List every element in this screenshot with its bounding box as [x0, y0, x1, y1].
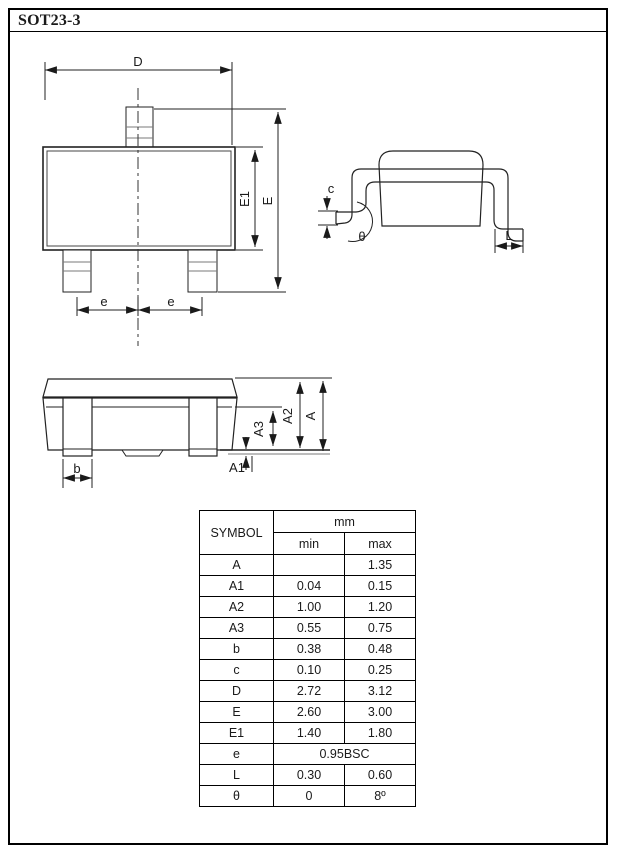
- label-E: E: [260, 196, 275, 206]
- cell-max: 3.00: [345, 702, 416, 723]
- cell-symbol: e: [200, 744, 274, 765]
- cell-min: 0.04: [274, 576, 345, 597]
- cell-symbol: c: [200, 660, 274, 681]
- cell-symbol: D: [200, 681, 274, 702]
- cell-symbol: L: [200, 765, 274, 786]
- cell-min: 1.00: [274, 597, 345, 618]
- cell-min: 0.55: [274, 618, 345, 639]
- table-header-symbol: SYMBOL: [200, 511, 274, 555]
- table-row: [200, 702, 416, 723]
- page-title: SOT23-3: [18, 12, 81, 29]
- label-A2: A2: [280, 408, 295, 424]
- cell-max: 1.20: [345, 597, 416, 618]
- cell-min: 0.38: [274, 639, 345, 660]
- label-b: b: [73, 461, 81, 476]
- cell-span-value: 0.95BSC: [274, 744, 416, 765]
- cell-symbol: θ: [200, 786, 274, 807]
- cell-min: 0.10: [274, 660, 345, 681]
- cell-max: 3.12: [345, 681, 416, 702]
- table-row: [200, 765, 416, 786]
- label-A: A: [303, 411, 318, 421]
- table-header-unit: mm: [274, 511, 416, 533]
- cell-symbol: A: [200, 555, 274, 576]
- cell-max: 0.48: [345, 639, 416, 660]
- table-row: [200, 597, 416, 618]
- label-A1: A1: [229, 460, 245, 475]
- cell-min: 1.40: [274, 723, 345, 744]
- table-row: [200, 744, 416, 765]
- cell-symbol: A3: [200, 618, 274, 639]
- cell-max: 0.60: [345, 765, 416, 786]
- front-lid: [43, 379, 237, 397]
- table-row: [200, 555, 416, 576]
- table-row: [200, 723, 416, 744]
- cell-symbol: A1: [200, 576, 274, 597]
- side-view: [318, 151, 523, 253]
- cell-max: 1.80: [345, 723, 416, 744]
- table-row: [200, 639, 416, 660]
- cell-min: 2.60: [274, 702, 345, 723]
- cell-symbol: E1: [200, 723, 274, 744]
- table-row: [200, 681, 416, 702]
- cell-max: 8º: [345, 786, 416, 807]
- cell-max: 0.25: [345, 660, 416, 681]
- table-row: [200, 786, 416, 807]
- table-header-max: max: [345, 533, 416, 555]
- cell-max: 0.15: [345, 576, 416, 597]
- label-e-right: e: [167, 294, 175, 309]
- cell-min: 0: [274, 786, 345, 807]
- label-e-left: e: [100, 294, 108, 309]
- cell-symbol: E: [200, 702, 274, 723]
- label-c: c: [327, 181, 335, 196]
- side-body: [379, 151, 483, 226]
- cell-min: 0.30: [274, 765, 345, 786]
- table-header-min: min: [274, 533, 345, 555]
- front-lead-right: [189, 398, 217, 456]
- center-tab: [122, 450, 163, 456]
- cell-max: 1.35: [345, 555, 416, 576]
- label-L: L: [505, 228, 513, 243]
- table-row: [200, 576, 416, 597]
- cell-min: 2.72: [274, 681, 345, 702]
- cell-symbol: b: [200, 639, 274, 660]
- cell-max: 0.75: [345, 618, 416, 639]
- front-view: [43, 378, 332, 488]
- cell-symbol: A2: [200, 597, 274, 618]
- label-theta: θ: [358, 229, 366, 244]
- dimension-table: [199, 510, 416, 807]
- table-row: [200, 618, 416, 639]
- cell-min: [274, 555, 345, 576]
- front-lead-left: [63, 398, 92, 456]
- label-E1: E1: [237, 191, 252, 207]
- label-D: D: [133, 54, 143, 69]
- table-row: [200, 660, 416, 681]
- label-A3: A3: [251, 421, 266, 437]
- package-body: [43, 147, 235, 250]
